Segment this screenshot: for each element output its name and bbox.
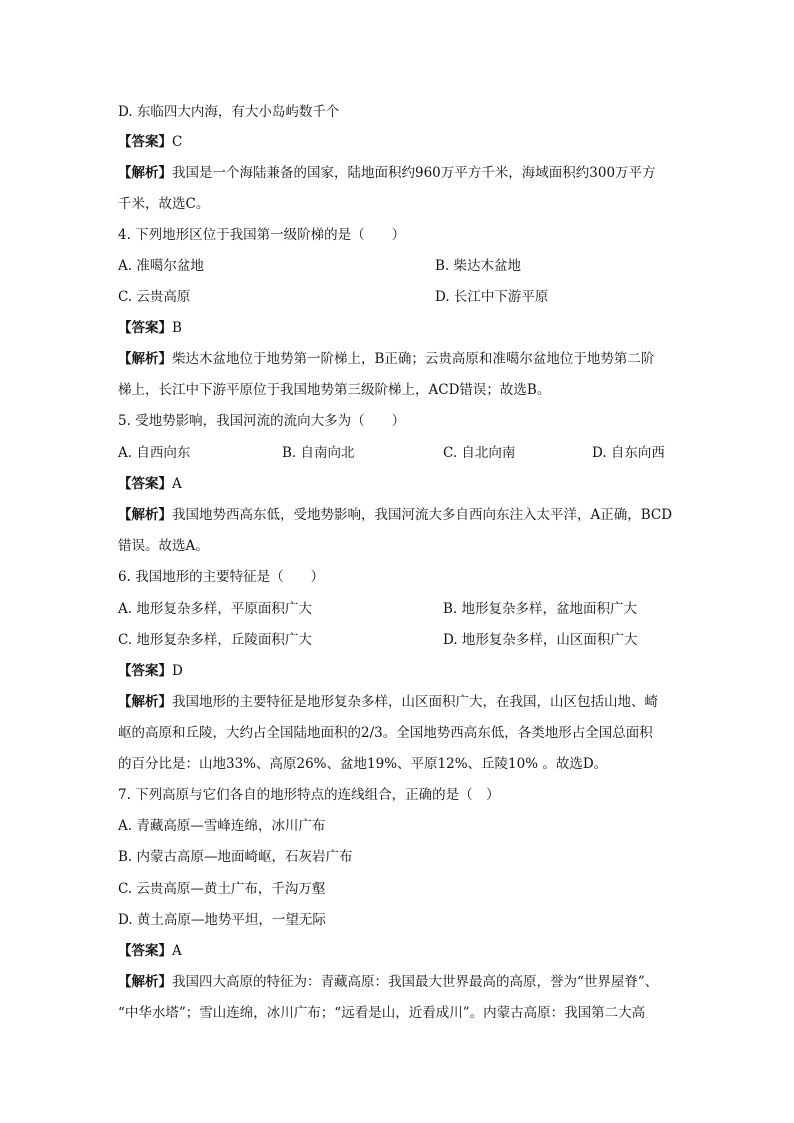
q6-option-c: C. 地形复杂多样，丘陵面积广大 xyxy=(118,632,312,648)
q5-option-c: C. 自北向南 xyxy=(443,445,516,461)
explanation-tag: 【解析】 xyxy=(118,507,172,523)
q4-option-a: A. 准噶尔盆地 xyxy=(118,258,204,274)
explanation-text: 我国地形的主要特征是地形复杂多样，山区面积广大，在我国，山区包括山地、崎 xyxy=(172,694,658,710)
answer-value: C xyxy=(172,134,183,150)
q3-explanation-line-2: 千米，故选C。 xyxy=(118,196,210,212)
q6-explanation-line-3: 的百分比是：山地33%、高原26%、盆地19%、平原12%、丘陵10% 。故选D。 xyxy=(118,756,608,772)
q4-option-d: D. 长江中下游平原 xyxy=(435,289,549,305)
q6-answer xyxy=(118,662,678,680)
answer-tag: 【答案】 xyxy=(118,320,172,336)
q5-option-d: D. 自东向西 xyxy=(592,445,665,461)
explanation-text: 我国是一个海陆兼备的国家，陆地面积约960万平方千米，海域面积约300万平方 xyxy=(172,165,656,181)
q7-option-c: C. 云贵高原—黄土广布，千沟万壑 xyxy=(118,881,326,897)
answer-tag: 【答案】 xyxy=(118,134,172,150)
q4-option-b: B. 柴达木盆地 xyxy=(435,258,522,274)
answer-tag: 【答案】 xyxy=(118,663,172,679)
explanation-tag: 【解析】 xyxy=(118,351,172,367)
explanation-text: 我国四大高原的特征为：青藏高原：我国最大世界最高的高原，誉为“世界屋脊”、 xyxy=(172,974,659,990)
q4-explanation-line-1 xyxy=(118,350,678,368)
q4-option-c: C. 云贵高原 xyxy=(118,289,191,305)
q3-explanation-line-1 xyxy=(118,164,678,182)
q6-option-d: D. 地形复杂多样，山区面积广大 xyxy=(443,632,638,648)
q5-option-a: A. 自西向东 xyxy=(118,445,191,461)
explanation-tag: 【解析】 xyxy=(118,694,172,710)
q5-option-b: B. 自南向北 xyxy=(282,445,355,461)
answer-tag: 【答案】 xyxy=(118,476,172,492)
explanation-text: 柴达木盆地位于地势第一阶梯上，B正确；云贵高原和准噶尔盆地位于地势第二阶 xyxy=(172,351,655,367)
explanation-tag: 【解析】 xyxy=(118,974,172,990)
q6-option-b: B. 地形复杂多样，盆地面积广大 xyxy=(443,601,638,617)
answer-value: B xyxy=(172,320,182,336)
question-7: 7. 下列高原与它们各自的地形特点的连线组合，正确的是（ ） xyxy=(118,787,500,803)
q7-answer xyxy=(118,942,678,960)
q4-answer xyxy=(118,319,678,337)
q7-explanation-line-2: “中华水塔”；雪山连绵，冰川广布；“远看是山，近看成川”。内蒙古高原：我国第二大高 xyxy=(118,1005,646,1021)
explanation-tag: 【解析】 xyxy=(118,165,172,181)
answer-value: A xyxy=(172,943,182,959)
answer-value: D xyxy=(172,663,183,679)
q5-explanation-line-2: 错误。故选A。 xyxy=(118,538,209,554)
q6-option-a: A. 地形复杂多样，平原面积广大 xyxy=(118,601,312,617)
q7-option-a: A. 青藏高原—雪峰连绵，冰川广布 xyxy=(118,818,326,834)
q4-explanation-line-2: 梯上，长江中下游平原位于我国地势第三级阶梯上，ACD错误；故选B。 xyxy=(118,382,551,398)
q3-answer xyxy=(118,133,678,151)
q3-option-d: D. 东临四大内海，有大小岛屿数千个 xyxy=(118,104,340,120)
q6-explanation-line-2: 岖的高原和丘陵，大约占全国陆地面积的2/3。全国地势西高东低，各类地形占全国总面积 xyxy=(118,725,653,741)
q5-explanation-line-1 xyxy=(118,506,678,524)
q7-option-d: D. 黄土高原—地势平坦，一望无际 xyxy=(118,912,326,928)
explanation-text: 我国地势西高东低，受地势影响，我国河流大多自西向东注入太平洋，A正确，BCD xyxy=(172,507,673,523)
q7-option-b: B. 内蒙古高原—地面崎岖，石灰岩广布 xyxy=(118,849,353,865)
q5-answer xyxy=(118,475,678,493)
q7-explanation-line-1 xyxy=(118,973,678,991)
question-4: 4. 下列地形区位于我国第一级阶梯的是（ ） xyxy=(118,227,406,243)
question-5: 5. 受地势影响，我国河流的流向大多为（ ） xyxy=(118,413,406,429)
answer-value: A xyxy=(172,476,182,492)
answer-tag: 【答案】 xyxy=(118,943,172,959)
q6-explanation-line-1 xyxy=(118,693,678,711)
question-6: 6. 我国地形的主要特征是（ ） xyxy=(118,569,325,585)
